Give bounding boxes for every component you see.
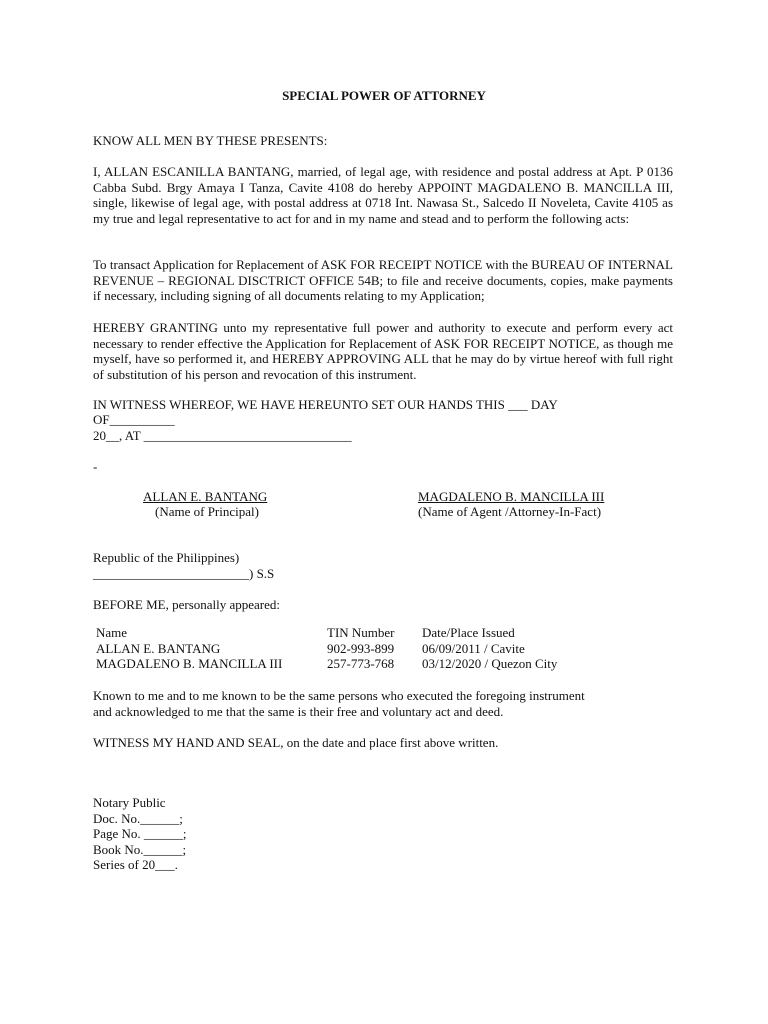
- table-row: [93, 641, 557, 657]
- notary-series: Series of 20___.: [93, 857, 178, 872]
- separator-dash: -: [93, 459, 98, 474]
- table-cell-name: ALLAN E. BANTANG: [96, 640, 221, 656]
- witness-line-3: 20__, AT ________________________________: [93, 428, 352, 443]
- table-cell-tin: 257-773-768: [327, 656, 395, 671]
- paragraph-appointment: I, ALLAN ESCANILLA BANTANG, married, of legal age, with residence and postal address at Apt. P 0136 Cabba Subd. Brgy Amaya I Tanza, Cavite 4108 do hereby APPOINT MAGDALENO B. MANCILLA III, single, likewise of legal age, with postal address at 0718 Int. Nawasa St., Salcedo II Noveleta, Cavite 4105 as my true and legal representative to act for and in my name and stead and to perform the following acts:: [93, 164, 673, 226]
- table-cell-date: 06/09/2011 / Cavite: [422, 640, 525, 656]
- notary-doc-no: Doc. No.______;: [93, 811, 183, 826]
- table-cell-date: 03/12/2020 / Quezon City: [422, 656, 558, 671]
- table-cell-tin: 902-993-899: [327, 640, 395, 656]
- principal-caption: (Name of Principal): [155, 504, 259, 519]
- known-line-1: Known to me and to me known to be the same persons who executed the foregoing instrument: [93, 688, 585, 703]
- known-line-2: and acknowledged to me that the same is their free and voluntary act and deed.: [93, 704, 504, 719]
- document-title: SPECIAL POWER OF ATTORNEY: [282, 88, 486, 103]
- table-header-date: Date/Place Issued: [422, 625, 515, 640]
- republic-line-2: ________________________) S.S: [93, 566, 275, 581]
- agent-name: MAGDALENO B. MANCILLA III: [418, 489, 605, 504]
- acknowledgment-table: [93, 625, 557, 672]
- paragraph-granting: HEREBY GRANTING unto my representative full power and authority to execute and perform every act necessary to render effective the Application for Replacement of ASK FOR RECEIPT NOTICE, as though me myself, have so performed it, and HEREBY APPROVING ALL that he may do by virtue hereof with full right of substitution of his person and revocation of this instrument.: [93, 320, 673, 382]
- principal-name: ALLAN E. BANTANG: [143, 489, 268, 504]
- agent-caption: (Name of Agent /Attorney-In-Fact): [418, 504, 602, 519]
- table-row: [93, 656, 557, 672]
- intro-text: KNOW ALL MEN BY THESE PRESENTS:: [93, 133, 328, 148]
- before-me-text: BEFORE ME, personally appeared:: [93, 597, 281, 612]
- notary-page-no: Page No. ______;: [93, 826, 187, 841]
- table-header-tin: TIN Number: [327, 625, 395, 640]
- witness-hand-text: WITNESS MY HAND AND SEAL, on the date and place first above written.: [93, 735, 499, 750]
- table-header-name: Name: [96, 625, 128, 640]
- table-header-row: [93, 625, 557, 641]
- republic-line-1: Republic of the Philippines): [93, 550, 240, 565]
- table-cell-name: MAGDALENO B. MANCILLA III: [96, 656, 283, 671]
- notary-title: Notary Public: [93, 795, 166, 810]
- notary-book-no: Book No.______;: [93, 842, 187, 857]
- witness-line-2: OF__________: [93, 412, 175, 427]
- paragraph-acts: To transact Application for Replacement of ASK FOR RECEIPT NOTICE with the BUREAU OF INTERNAL REVENUE – REGIONAL DISCTRICT OFFICE 54B; to file and receive documents, copies, make payments if necessary, including signing of all documents relating to my Application;: [93, 257, 673, 303]
- witness-line-1: IN WITNESS WHEREOF, WE HAVE HEREUNTO SET OUR HANDS THIS ___ DAY: [93, 397, 558, 412]
